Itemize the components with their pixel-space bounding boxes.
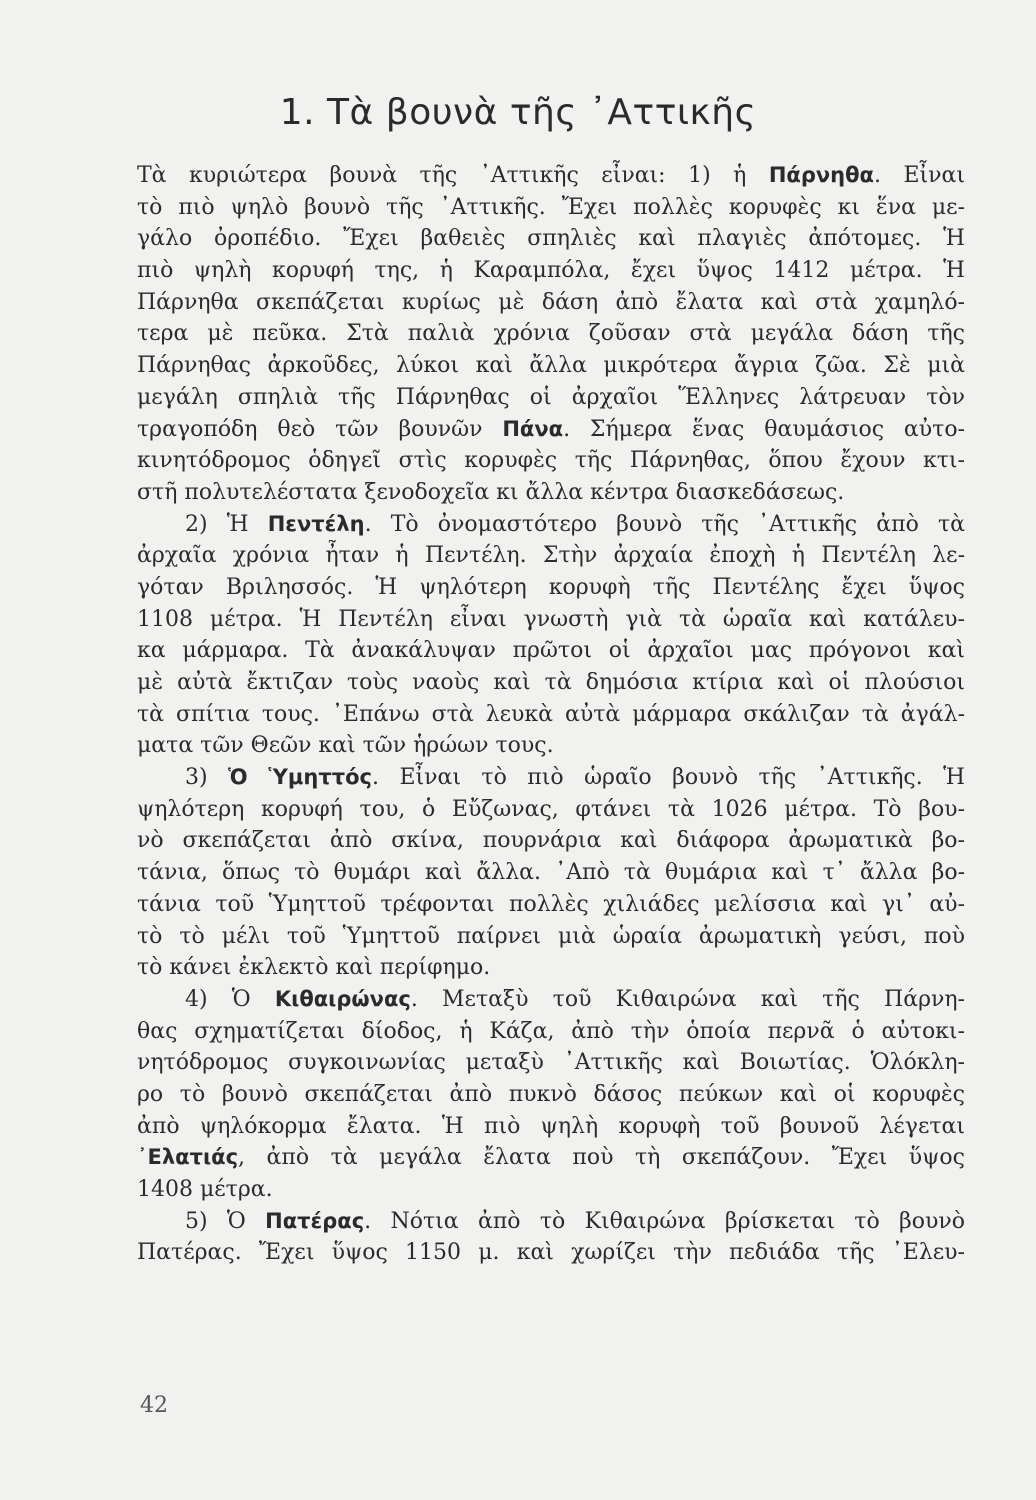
text-run: . Τὸ ὀνομαστότερο βουνὸ τῆς ᾿Αττικῆς ἀπὸ τὰ <box>364 511 965 537</box>
chapter-title: 1. Τὰ βουνὰ τῆς ᾿Αττικῆς <box>279 92 757 133</box>
text-run: . Εἶναι τὸ πιὸ ὡραῖο βουνὸ τῆς ᾿Αττικῆς. Ἡ <box>372 765 965 791</box>
text-run: κα μάρμαρα. Τὰ ἀνακάλυψαν πρῶτοι οἱ ἀρχαῖοι μας πρόγονοι καὶ <box>137 638 965 664</box>
text-line <box>137 1237 965 1269</box>
text-line <box>137 730 965 762</box>
text-line <box>137 1174 965 1206</box>
text-line <box>137 952 965 984</box>
bold-term: Ὁ Ὑμηττός <box>228 765 373 790</box>
bold-term: Κιθαιρώνας <box>274 986 411 1011</box>
text-run: θας σχηματίζεται δίοδος, ἡ Κάζα, ἀπὸ τὴν ὁποία περνᾶ ὁ αὐτοκι- <box>137 1018 965 1044</box>
text-run: πιὸ ψηλὴ κορυφή της, ἡ Καραμπόλα, ἔχει ὕψος 1412 μέτρα. Ἡ <box>137 258 965 284</box>
text-line <box>137 382 965 414</box>
text-line <box>137 699 965 731</box>
text-run: τραγοπόδη θεὸ τῶν βουνῶν <box>137 416 503 442</box>
text-run: ἀπὸ ψηλόκορμα ἔλατα. Ἡ πιὸ ψηλὴ κορυφὴ τοῦ βουνοῦ λέγεται <box>137 1113 965 1139</box>
text-run: 1408 μέτρα. <box>137 1177 273 1202</box>
text-run: . Νότια ἀπὸ τὸ Κιθαιρώνα βρίσκεται τὸ βουνὸ <box>364 1208 965 1234</box>
text-line <box>137 1111 965 1143</box>
text-line <box>137 1016 965 1048</box>
text-run: 3) <box>185 765 229 791</box>
text-line <box>137 762 965 794</box>
bold-term: Πατέρας <box>265 1208 365 1233</box>
text-run: τὸ πιὸ ψηλὸ βουνὸ τῆς ᾿Αττικῆς. Ἔχει πολλὲς κορυφὲς κι ἕνα με- <box>137 194 965 220</box>
text-line <box>137 1206 965 1238</box>
text-run: μεγάλη σπηλιὰ τῆς Πάρνηθας οἱ ἀρχαῖοι Ἕλληνες λάτρευαν τὸν <box>137 384 965 410</box>
text-line <box>137 984 965 1016</box>
text-line <box>137 318 965 350</box>
text-run: τὸ κάνει ἐκλεκτὸ καὶ περίφημο. <box>137 955 491 981</box>
text-run: στῆ πολυτελέστατα ξενοδοχεῖα κι ἄλλα κέντρα διασκεδάσεως. <box>137 479 845 505</box>
text-line <box>137 1142 965 1174</box>
text-run: . Σήμερα ἕνας θαυμάσιος αὐτο- <box>563 416 965 442</box>
text-line <box>137 192 965 224</box>
text-run: νὸ σκεπάζεται ἀπὸ σκίνα, πουρνάρια καὶ διάφορα ἀρωματικὰ βο- <box>137 828 965 854</box>
text-line <box>137 635 965 667</box>
text-line <box>137 477 965 509</box>
text-line <box>137 414 965 446</box>
bold-term: Πάρνηθα <box>768 163 874 187</box>
text-run: τάνια, ὅπως τὸ θυμάρι καὶ ἄλλα. ᾿Απὸ τὰ θυμάρια καὶ τ᾿ ἄλλα βο- <box>137 860 965 886</box>
text-line <box>137 445 965 477</box>
text-run: , ἀπὸ τὰ μεγάλα ἔλατα ποὺ τὴ σκεπάζουν. Ἔχει ὕψος <box>238 1145 965 1171</box>
bold-term: Πάνα <box>502 416 564 441</box>
text-line <box>137 223 965 255</box>
text-line <box>137 509 965 541</box>
text-line <box>137 540 965 572</box>
text-line <box>137 889 965 921</box>
text-run: μὲ αὐτὰ ἔκτιζαν τοὺς ναοὺς καὶ τὰ δημόσια κτίρια καὶ οἱ πλούσιοι <box>137 670 965 695</box>
bold-term: ᾿Ελατιάς <box>137 1145 239 1170</box>
text-run: τερα μὲ πεῦκα. Στὰ παλιὰ χρόνια ζοῦσαν στὰ μεγάλα δάση τῆς <box>137 321 965 347</box>
text-line <box>137 1047 965 1079</box>
text-run: 5) Ὁ <box>185 1208 266 1234</box>
body-text <box>137 160 965 1269</box>
text-run: τὸ τὸ μέλι τοῦ Ὑμηττοῦ παίρνει μιὰ ὡραία ἀρωματικὴ γεύσι, ποὺ <box>137 923 965 949</box>
text-run: γόταν Βριλησσός. Ἡ ψηλότερη κορυφὴ τῆς Πεντέλης ἔχει ὕψος <box>137 574 965 600</box>
text-run: 1108 μέτρα. Ἡ Πεντέλη εἶναι γνωστὴ γιὰ τὰ ὡραῖα καὶ κατάλευ- <box>137 606 965 632</box>
text-run: τάνια τοῦ Ὑμηττοῦ τρέφονται πολλὲς χιλιάδες μελίσσια καὶ γι᾿ αὐ- <box>137 891 965 917</box>
text-line <box>137 825 965 857</box>
text-run: Πατέρας. Ἔχει ὕψος 1150 μ. καὶ χωρίζει τὴν πεδιάδα τῆς ᾿Ελευ- <box>137 1240 965 1266</box>
page-number: 42 <box>140 1393 168 1418</box>
text-run: ἀρχαῖα χρόνια ἦταν ἡ Πεντέλη. Στὴν ἀρχαία ἐποχὴ ἡ Πεντέλη λε- <box>137 543 965 569</box>
bold-term: Πεντέλη <box>267 511 365 536</box>
text-run: . Εἶναι <box>873 163 965 188</box>
text-line <box>137 572 965 604</box>
text-run: Πάρνηθα σκεπάζεται κυρίως μὲ δάση ἀπὸ ἔλατα καὶ στὰ χαμηλό- <box>137 289 965 315</box>
text-line <box>137 667 965 699</box>
text-line <box>137 857 965 889</box>
text-run: ψηλότερη κορυφή του, ὁ Εὔζωνας, φτάνει τὰ 1026 μέτρα. Τὸ βου- <box>137 796 965 822</box>
text-line <box>137 604 965 636</box>
text-run: ρο τὸ βουνὸ σκεπάζεται ἀπὸ πυκνὸ δάσος πεύκων καὶ οἱ κορυφὲς <box>137 1081 965 1107</box>
text-run: κινητόδρομος ὁδηγεῖ στὶς κορυφὲς τῆς Πάρνηθας, ὅπου ἔχουν κτι- <box>137 448 965 474</box>
text-line <box>137 350 965 382</box>
text-line <box>137 1079 965 1111</box>
text-line <box>137 255 965 287</box>
text-run: . Μεταξὺ τοῦ Κιθαιρώνα καὶ τῆς Πάρνη- <box>410 986 965 1012</box>
text-run: Πάρνηθας ἀρκοῦδες, λύκοι καὶ ἄλλα μικρότερα ἄγρια ζῶα. Σὲ μιὰ <box>137 353 965 379</box>
text-line <box>137 287 965 319</box>
text-line <box>137 921 965 953</box>
text-run: 4) Ὁ <box>185 986 275 1012</box>
text-run: 2) Ἡ <box>185 511 268 537</box>
text-run: ματα τῶν Θεῶν καὶ τῶν ἡρώων τους. <box>137 733 554 759</box>
text-line <box>137 794 965 826</box>
text-line <box>137 160 965 192</box>
text-run: Τὰ κυριώτερα βουνὰ τῆς ᾿Αττικῆς εἶναι: 1) ἡ <box>137 163 769 188</box>
text-run: γάλο ὀροπέδιο. Ἔχει βαθειὲς σπηλιὲς καὶ πλαγιὲς ἀπότομες. Ἡ <box>137 226 965 252</box>
text-run: νητόδρομος συγκοινωνίας μεταξὺ ᾿Αττικῆς καὶ Βοιωτίας. Ὁλόκλη- <box>137 1050 965 1076</box>
text-run: τὰ σπίτια τους. ᾿Επάνω στὰ λευκὰ αὐτὰ μάρμαρα σκάλιζαν τὰ ἀγάλ- <box>137 701 965 727</box>
